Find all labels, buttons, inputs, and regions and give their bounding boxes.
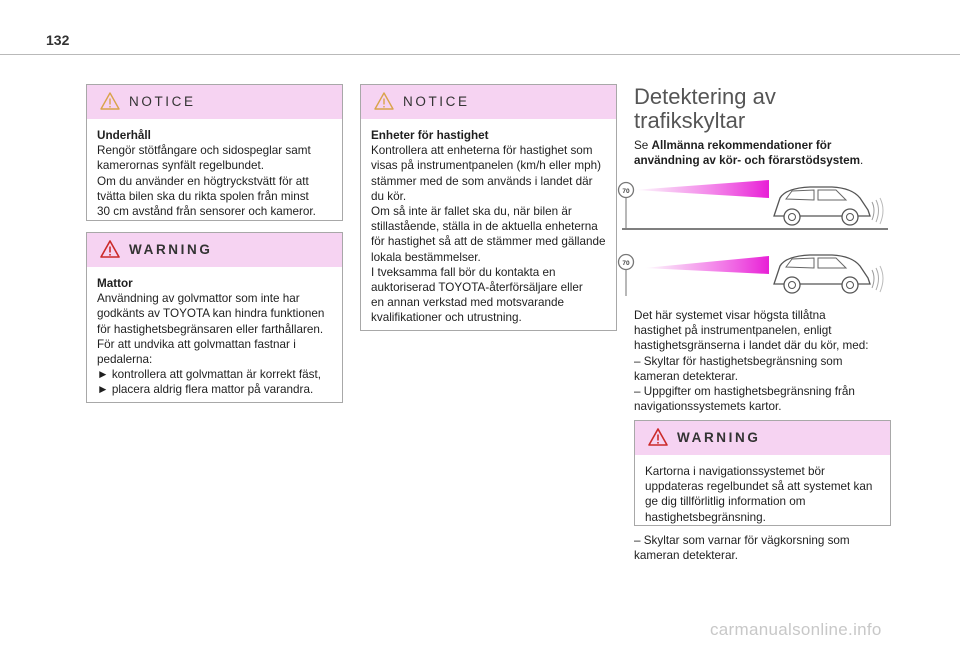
watermark[interactable]: carmanualsonline.info	[710, 620, 882, 639]
body-line: navigationssystemets kartor.	[634, 400, 782, 414]
body-line: pedalerna:	[97, 353, 153, 367]
notice-units-box	[360, 84, 617, 331]
body-line: Om så inte är fallet ska du, när bilen är	[371, 205, 572, 219]
body-line: För att undvika att golvmattan fastnar i	[97, 337, 296, 351]
ref-prefix: Se	[634, 139, 652, 152]
body-line: 30 cm avstånd från sensorer och kameror.	[97, 205, 316, 219]
speed-sign-label: 70	[622, 188, 630, 195]
body-line: stämmer med de som används i landet där	[371, 174, 593, 188]
body-line: kamerornas synfält regelbundet.	[97, 159, 264, 173]
body-line: Kartorna i navigationssystemet bör	[645, 465, 825, 478]
body-line: du kör.	[371, 189, 407, 203]
body-line: stillastående, ställa in de aktuella enheterna	[371, 220, 598, 234]
reference-text	[634, 138, 914, 168]
warning-title: WARNING	[677, 430, 761, 445]
notice-title: NOTICE	[129, 94, 196, 109]
body-line: uppdateras regelbundet så att systemet kan	[645, 480, 873, 494]
body-line: Användning av golvmattor som inte har	[97, 292, 300, 306]
section-footer	[634, 533, 914, 563]
body-line: lokala bestämmelser.	[371, 250, 481, 264]
page-number: 132	[46, 32, 70, 48]
warning-header	[635, 421, 890, 455]
sign-detection-illustration-2	[614, 244, 890, 302]
body-line: hastighetsgränserna i landet där du kör, med:	[634, 339, 869, 353]
body-line: Kontrollera att enheterna för hastighet som	[371, 144, 593, 158]
body-line: kvalifikationer och utrustning.	[371, 311, 522, 325]
warning-mats-box	[86, 232, 343, 403]
body-line: tvätta bilen ska du rikta spolen från minst	[97, 189, 309, 203]
heading-line: Detektering av	[634, 84, 776, 109]
speed-sign-label: 70	[622, 260, 630, 267]
body-line: en annan verkstad med motsvarande	[371, 296, 564, 310]
body-line: ► kontrollera att golvmattan är korrekt fäst,	[97, 368, 321, 382]
header-rule	[0, 54, 960, 55]
body-line: för hastighet så att de stämmer med gällande	[371, 235, 606, 249]
body-line: visas på instrumentpanelen (km/h eller mph)	[371, 159, 601, 173]
body-line: hastighet på instrumentpanelen, enligt	[634, 324, 832, 338]
ref-suffix: .	[860, 154, 864, 168]
body-line: ► placera aldrig flera mattor på varandra.	[97, 383, 314, 397]
body-line: ge dig tillförlitlig information om	[645, 495, 806, 509]
warning-triangle-icon	[373, 91, 395, 111]
warning-triangle-icon	[647, 427, 669, 447]
section-body	[634, 308, 914, 414]
body-line: – Skyltar som varnar för vägkorsning som	[634, 534, 850, 547]
notice-subtitle: Underhåll	[97, 129, 151, 142]
notice-header	[87, 85, 342, 119]
heading-line: trafikskyltar	[634, 108, 746, 133]
warning-title: WARNING	[129, 242, 213, 257]
car-rear-icon	[774, 187, 883, 225]
warning-header	[87, 233, 342, 267]
notice-subtitle: Enheter för hastighet	[371, 129, 489, 142]
body-line: – Uppgifter om hastighetsbegränsning från	[634, 385, 855, 399]
warning-triangle-icon	[99, 91, 121, 111]
body-line: hastighetsbegränsning.	[645, 510, 766, 524]
body-line: Rengör stötfångare och sidospeglar samt	[97, 144, 311, 158]
ref-link: Allmänna rekommendationer för	[651, 139, 832, 152]
body-line: auktoriserad TOYOTA-återförsäljare eller	[371, 281, 583, 295]
ref-link: användning av kör- och förarstödsystem	[634, 154, 861, 168]
car-rear-icon	[774, 255, 883, 293]
notice-title: NOTICE	[403, 94, 470, 109]
body-line: Det här systemet visar högsta tillåtna	[634, 309, 826, 322]
warning-subtitle: Mattor	[97, 277, 133, 290]
sign-detection-illustration-1	[614, 176, 890, 234]
body-line: Om du använder en högtryckstvätt för att	[97, 174, 309, 188]
body-line: kameran detekterar.	[634, 549, 738, 563]
warning-triangle-icon	[99, 239, 121, 259]
notice-maintenance-box	[86, 84, 343, 221]
warning-maps-box	[634, 420, 891, 526]
body-line: för hastighetsbegränsaren eller farthållaren.	[97, 322, 324, 336]
section-heading	[634, 85, 934, 133]
notice-header	[361, 85, 616, 119]
body-line: – Skyltar för hastighetsbegränsning som	[634, 354, 843, 368]
body-line: I tveksamma fall bör du kontakta en	[371, 265, 556, 279]
body-line: kameran detekterar.	[634, 369, 738, 383]
body-line: godkänts av TOYOTA kan hindra funktionen	[97, 307, 325, 321]
